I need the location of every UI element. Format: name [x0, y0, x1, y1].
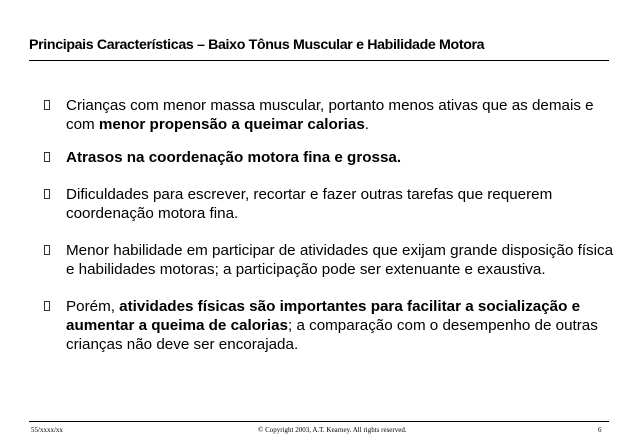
bullet-item — [44, 241, 614, 279]
bullet-text — [66, 298, 598, 353]
title-divider — [29, 60, 609, 61]
bullet-marker-icon — [44, 189, 50, 199]
bullet-text-segment: Crianças com menor massa muscular, portanto menos ativas que as demais e com — [66, 97, 594, 133]
bullet-list — [44, 96, 614, 374]
bullet-marker-icon — [44, 100, 50, 110]
bullet-text-segment: Porém, — [66, 298, 120, 315]
bullet-text — [66, 97, 594, 133]
bullet-item — [44, 297, 614, 354]
page-number: 6 — [598, 426, 602, 434]
bullet-marker-icon — [44, 245, 50, 255]
footer-copyright: © Copyright 2003, A.T. Kearney. All rights reserved. — [258, 426, 407, 434]
bullet-marker-icon — [44, 301, 50, 311]
bullet-text — [66, 186, 552, 222]
bullet-text-segment: ; a comparação com o desempenho de outras crianças não deve ser encorajada. — [66, 317, 598, 353]
bullet-text-segment: . — [364, 116, 370, 133]
bullet-marker-icon — [44, 152, 50, 162]
bullet-text — [66, 149, 401, 166]
slide-title: Principais Características – Baixo Tônus Muscular e Habilidade Motora — [29, 37, 485, 53]
bullet-item — [44, 185, 614, 223]
bullet-text-segment: Menor habilidade em participar de atividades que exijam grande disposição física e habilidades motoras; a participação pode ser extenuante e exaustiva. — [66, 242, 614, 278]
bullet-text — [66, 242, 613, 278]
bullet-text-segment: Dificuldades para escrever, recortar e fazer outras tarefas que requerem coordenação motora fina. — [66, 186, 553, 222]
footer-divider — [29, 421, 609, 422]
bullet-item — [44, 148, 614, 167]
footer-code: 55/xxxx/xx — [31, 426, 63, 434]
bullet-text-emphasis: Atrasos na coordenação motora fina e grossa. — [66, 149, 402, 166]
bullet-text-emphasis: atividades físicas são importantes para facilitar a socialização e aumentar a queima de calorias — [66, 298, 581, 334]
bullet-item — [44, 96, 614, 134]
bullet-text-emphasis: menor propensão a queimar calorias — [98, 116, 365, 133]
